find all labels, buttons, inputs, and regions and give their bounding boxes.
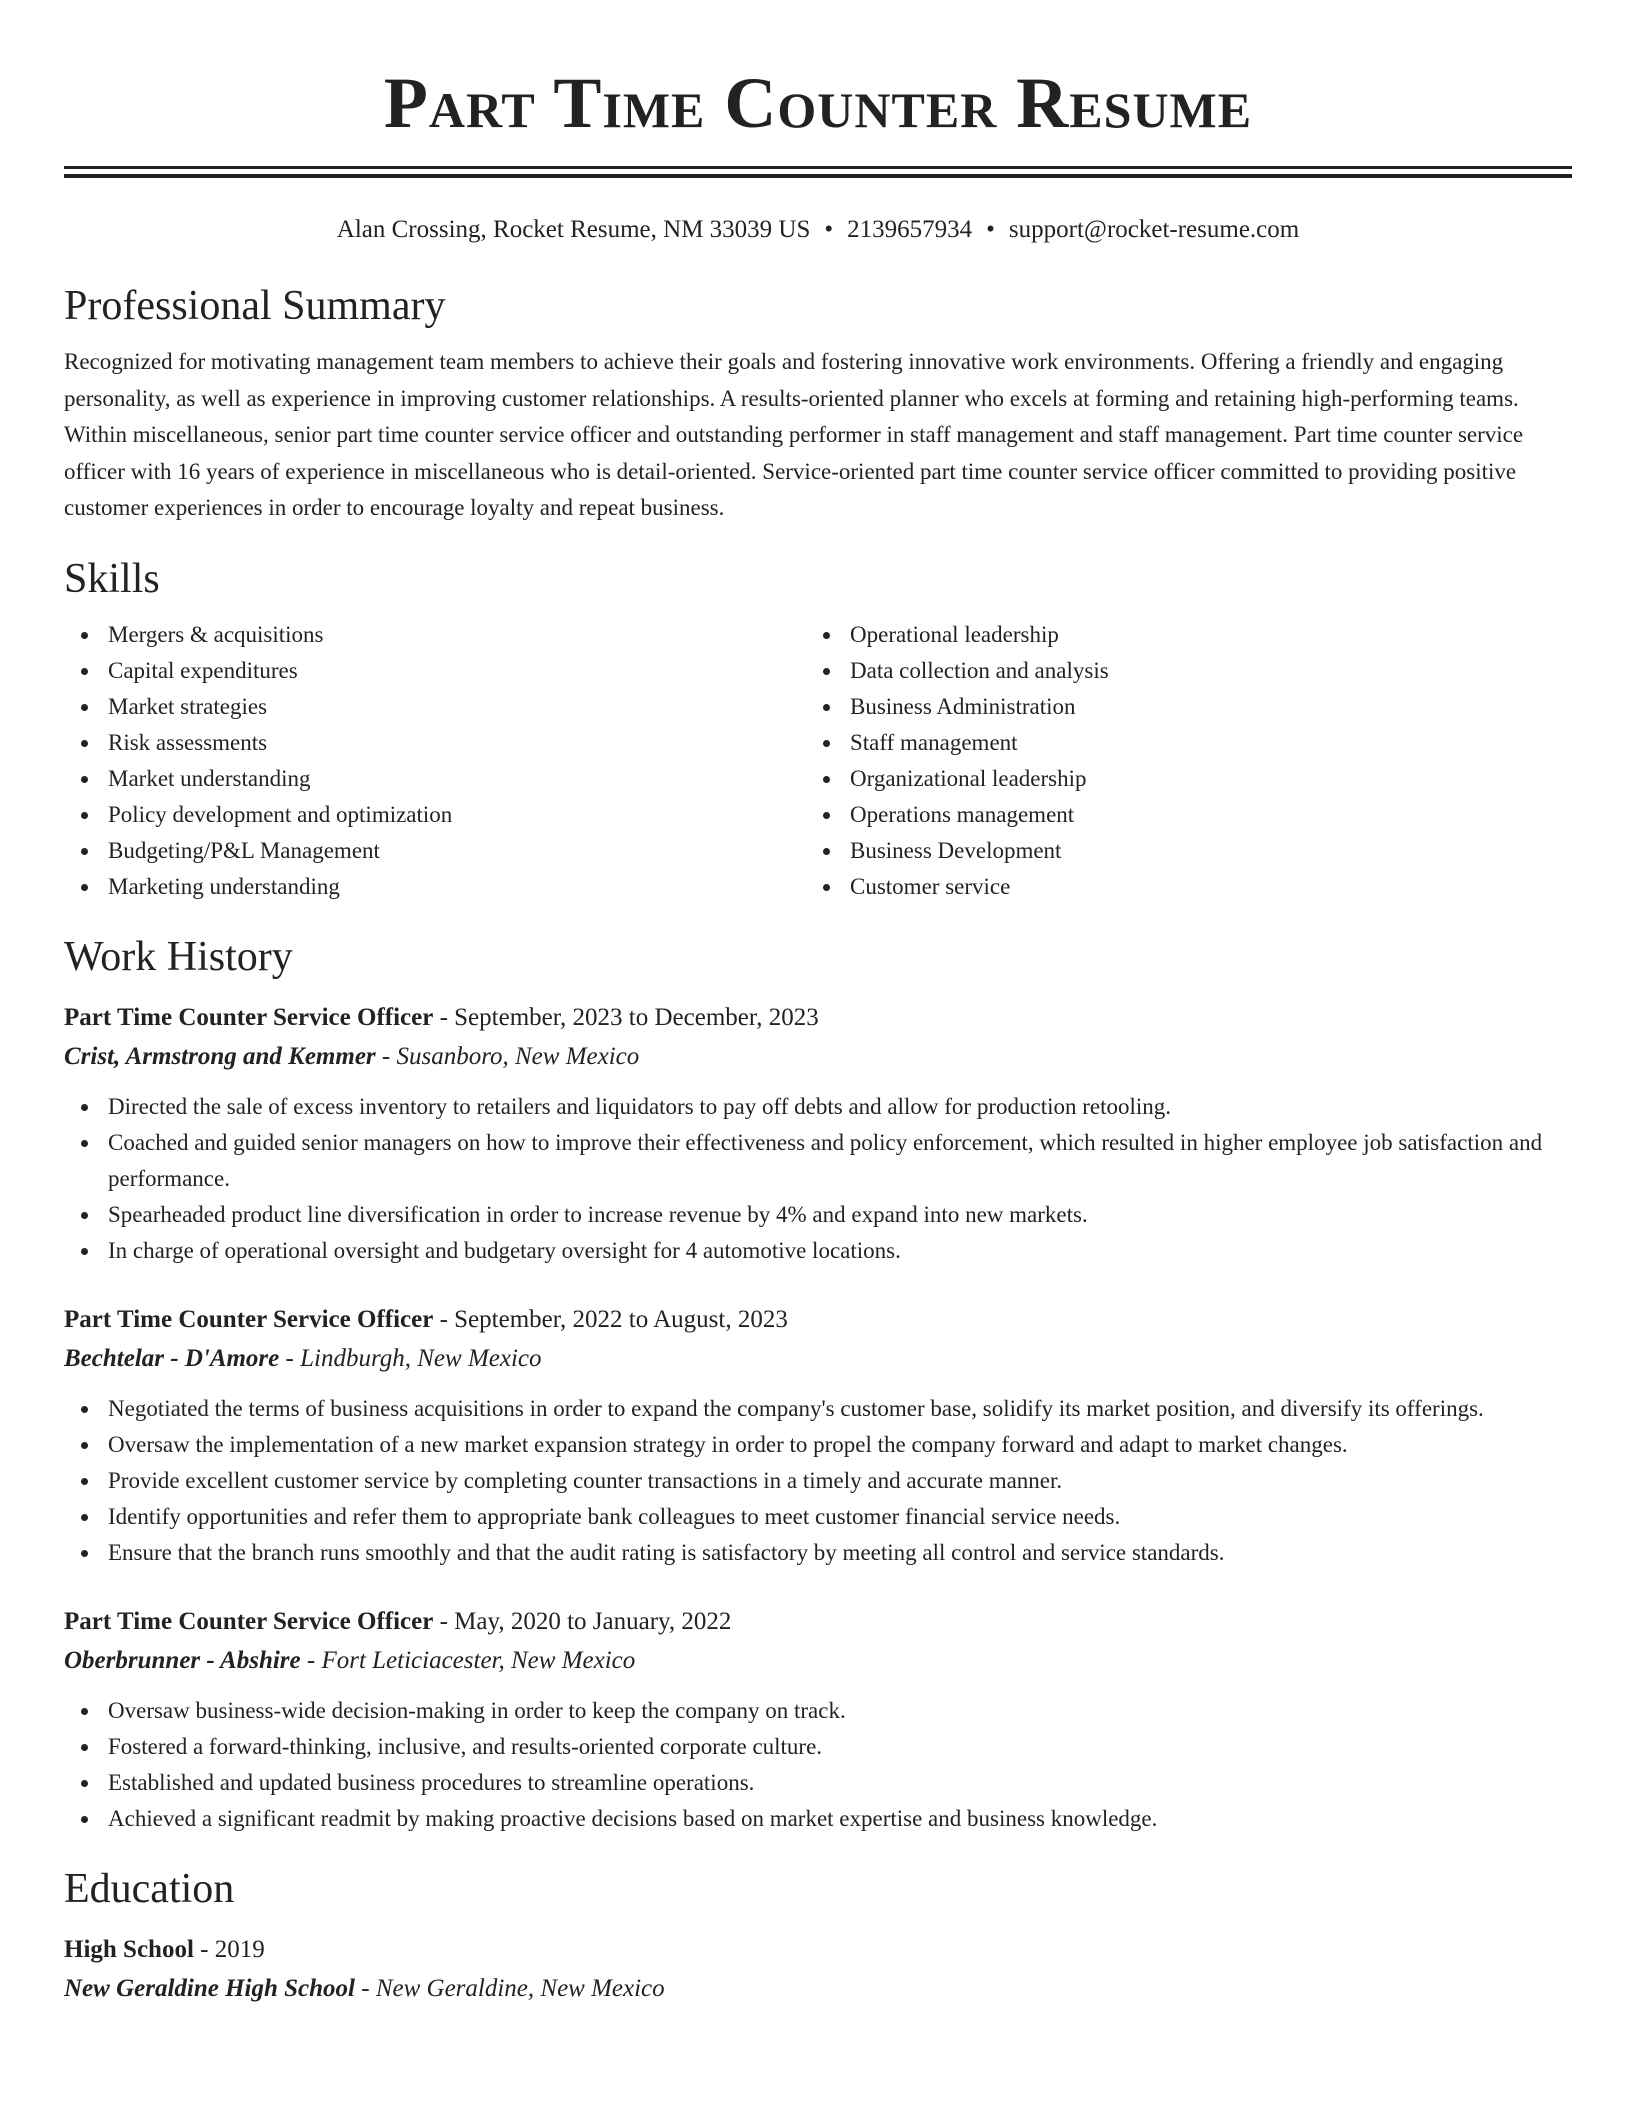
skill-item: Budgeting/P&L Management <box>64 833 806 869</box>
skill-item: Data collection and analysis <box>806 653 1548 689</box>
job-bullet: Identify opportunities and refer them to appropriate bank colleagues to meet customer financial service needs. <box>64 1499 1572 1535</box>
skill-item: Business Development <box>806 833 1548 869</box>
skill-item: Marketing understanding <box>64 869 806 905</box>
skill-item: Risk assessments <box>64 725 806 761</box>
job-bullet: Achieved a significant readmit by making proactive decisions based on market expertise and business knowledge. <box>64 1801 1572 1837</box>
job-company: Crist, Armstrong and Kemmer <box>64 1042 376 1070</box>
job-header <box>64 999 1572 1037</box>
job-header <box>64 1603 1572 1641</box>
skill-item: Customer service <box>806 869 1548 905</box>
skills-heading: Skills <box>64 555 160 602</box>
job-company-line <box>64 1339 1572 1379</box>
job-title: Part Time Counter Service Officer <box>64 1305 434 1333</box>
work-history-heading: Work History <box>64 933 293 980</box>
skills-columns <box>64 617 1572 905</box>
job-bullet: Provide excellent customer service by completing counter transactions in a timely and accurate manner. <box>64 1463 1572 1499</box>
summary-heading: Professional Summary <box>64 283 446 329</box>
title-double-rule <box>64 166 1572 178</box>
education-year: - 2019 <box>193 1935 265 1963</box>
education-school: New Geraldine High School <box>64 1974 355 2002</box>
job-bullet: Fostered a forward-thinking, inclusive, and results-oriented corporate culture. <box>64 1729 1572 1765</box>
education-school-line <box>64 1969 1572 2009</box>
skill-item: Mergers & acquisitions <box>64 617 806 653</box>
job-bullets <box>64 1089 1572 1269</box>
job-bullet: Coached and guided senior managers on how to improve their effectiveness and policy enforcement, which resulted in higher employee job satisfaction and performance. <box>64 1125 1572 1197</box>
job-entry <box>64 1603 1572 1837</box>
job-dates: - September, 2022 to August, 2023 <box>433 1305 788 1333</box>
job-location: - Lindburgh, New Mexico <box>279 1344 542 1372</box>
job-bullets <box>64 1693 1572 1837</box>
job-bullet: Oversaw the implementation of a new market expansion strategy in order to propel the company forward and adapt to market changes. <box>64 1427 1572 1463</box>
skill-item: Market understanding <box>64 761 806 797</box>
job-bullet: Directed the sale of excess inventory to retailers and liquidators to pay off debts and allow for production retooling. <box>64 1089 1572 1125</box>
skills-list-left <box>64 617 806 905</box>
summary-text: Recognized for motivating management team members to achieve their goals and fostering innovative work environments. Offering a friendly and engaging personality, as well as experience in improving customer relationships. A results-oriented planner who excels at forming and retaining high-performing teams. Within miscellaneous, senior part time counter service officer and outstanding performer in staff management and staff management. Part time counter service officer with 16 years of experience in miscellaneous who is detail-oriented. Service-oriented part time counter service officer committed to providing positive customer experiences in order to encourage loyalty and repeat business. <box>64 349 1524 520</box>
skills-list-right <box>806 617 1548 905</box>
education-entry <box>64 1931 1572 2009</box>
job-company: Oberbrunner - Abshire <box>64 1646 301 1674</box>
job-entry <box>64 999 1572 1269</box>
skill-item: Market strategies <box>64 689 806 725</box>
skill-item: Operational leadership <box>806 617 1548 653</box>
skill-item: Staff management <box>806 725 1548 761</box>
contact-line <box>64 214 1572 246</box>
job-title: Part Time Counter Service Officer <box>64 1607 434 1635</box>
contact-phone: 2139657934 <box>847 216 973 243</box>
education-degree: High School <box>64 1935 194 1963</box>
education-heading: Education <box>64 1865 235 1912</box>
skill-item: Policy development and optimization <box>64 797 806 833</box>
job-bullet: Spearheaded product line diversification in order to increase revenue by 4% and expand into new markets. <box>64 1197 1572 1233</box>
resume-title: Part Time Counter Resume <box>383 63 1253 143</box>
job-bullet: Ensure that the branch runs smoothly and that the audit rating is satisfactory by meeting all control and service standards. <box>64 1535 1572 1571</box>
job-entry <box>64 1301 1572 1571</box>
job-bullet: Established and updated business procedures to streamline operations. <box>64 1765 1572 1801</box>
resume-page <box>64 0 1572 2009</box>
job-location: - Fort Leticiacester, New Mexico <box>300 1646 636 1674</box>
education-header <box>64 1931 1572 1969</box>
job-dates: - September, 2023 to December, 2023 <box>433 1003 819 1031</box>
job-company-line <box>64 1037 1572 1077</box>
job-location: - Susanboro, New Mexico <box>375 1042 640 1070</box>
job-title: Part Time Counter Service Officer <box>64 1003 434 1031</box>
job-company: Bechtelar - D'Amore <box>64 1344 280 1372</box>
job-bullet: Negotiated the terms of business acquisitions in order to expand the company's customer base, solidify its market position, and diversify its offerings. <box>64 1391 1572 1427</box>
job-dates: - May, 2020 to January, 2022 <box>433 1607 732 1635</box>
skill-item: Operations management <box>806 797 1548 833</box>
education-location: - New Geraldine, New Mexico <box>355 1974 665 2002</box>
job-bullet: In charge of operational oversight and budgetary oversight for 4 automotive locations. <box>64 1233 1572 1269</box>
contact-address: Alan Crossing, Rocket Resume, NM 33039 US <box>336 216 811 243</box>
skill-item: Business Administration <box>806 689 1548 725</box>
skill-item: Capital expenditures <box>64 653 806 689</box>
job-bullets <box>64 1391 1572 1571</box>
job-bullet: Oversaw business-wide decision-making in order to keep the company on track. <box>64 1693 1572 1729</box>
job-company-line <box>64 1641 1572 1681</box>
job-header <box>64 1301 1572 1339</box>
contact-separator: • <box>986 216 995 243</box>
skill-item: Organizational leadership <box>806 761 1548 797</box>
contact-email[interactable]: support@rocket-resume.com <box>1008 216 1300 243</box>
contact-separator: • <box>824 216 834 243</box>
